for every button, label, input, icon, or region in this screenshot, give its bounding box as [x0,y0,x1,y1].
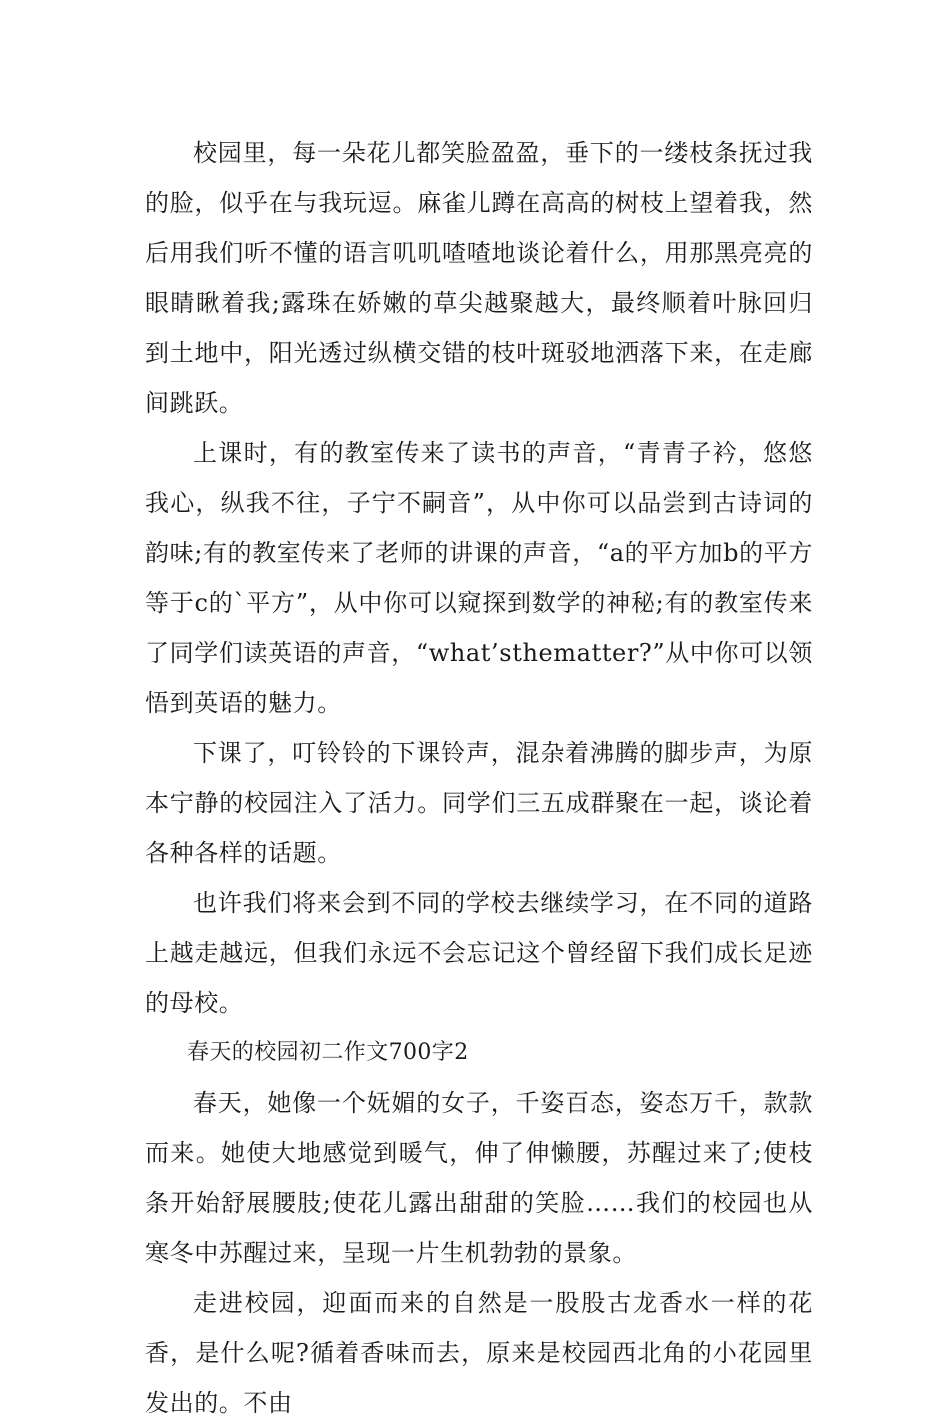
paragraph-entering-campus: 走进校园，迎面而来的自然是一股股古龙香水一样的花香，是什么呢?循着香味而去，原来是校园西北角的小花园里发出的。不由 [145,1289,813,1417]
paragraph-spring: 春天，她像一个妩媚的女子，千姿百态，姿态万千，款款而来。她使大地感觉到暖气，伸了伸懒腰，苏醒过来了;使枝条开始舒展腰肢;使花儿露出甜甜的笑脸……我们的校园也从寒冬中苏醒过来，呈现一片生机勃勃的景象。 [145,1089,813,1267]
paragraph-after-class: 下课了，叮铃铃的下课铃声，混杂着沸腾的脚步声，为原本宁静的校园注入了活力。同学们三五成群聚在一起，谈论着各种各样的话题。 [145,739,813,867]
paragraph-campus-flowers: 校园里，每一朵花儿都笑脸盈盈，垂下的一缕枝条抚过我的脸，似乎在与我玩逗。麻雀儿蹲在高高的树枝上望着我，然后用我们听不懂的语言叽叽喳喳地谈论着什么，用那黑亮亮的眼睛瞅着我;露珠在娇嫩的草尖越聚越大，最终顺着叶脉回归到土地中，阳光透过纵横交错的枝叶斑驳地洒落下来，在走廊间跳跃。 [145,139,813,417]
section-title: 春天的校园初二作文700字2 [187,1040,469,1065]
paragraph-class-time: 上课时，有的教室传来了读书的声音，“青青子衿，悠悠我心，纵我不往，子宁不嗣音”，从中你可以品尝到古诗词的韵味;有的教室传来了老师的讲课的声音，“a的平方加b的平方等于c的`平方”，从中你可以窥探到数学的神秘;有的教室传来了同学们读英语的声音，“what’sthematter?”从中你可以领悟到英语的魅力。 [145,439,813,717]
paragraph-future: 也许我们将来会到不同的学校去继续学习，在不同的道路上越走越远，但我们永远不会忘记这个曾经留下我们成长足迹的母校。 [145,889,813,1017]
document-body [145,128,813,1428]
